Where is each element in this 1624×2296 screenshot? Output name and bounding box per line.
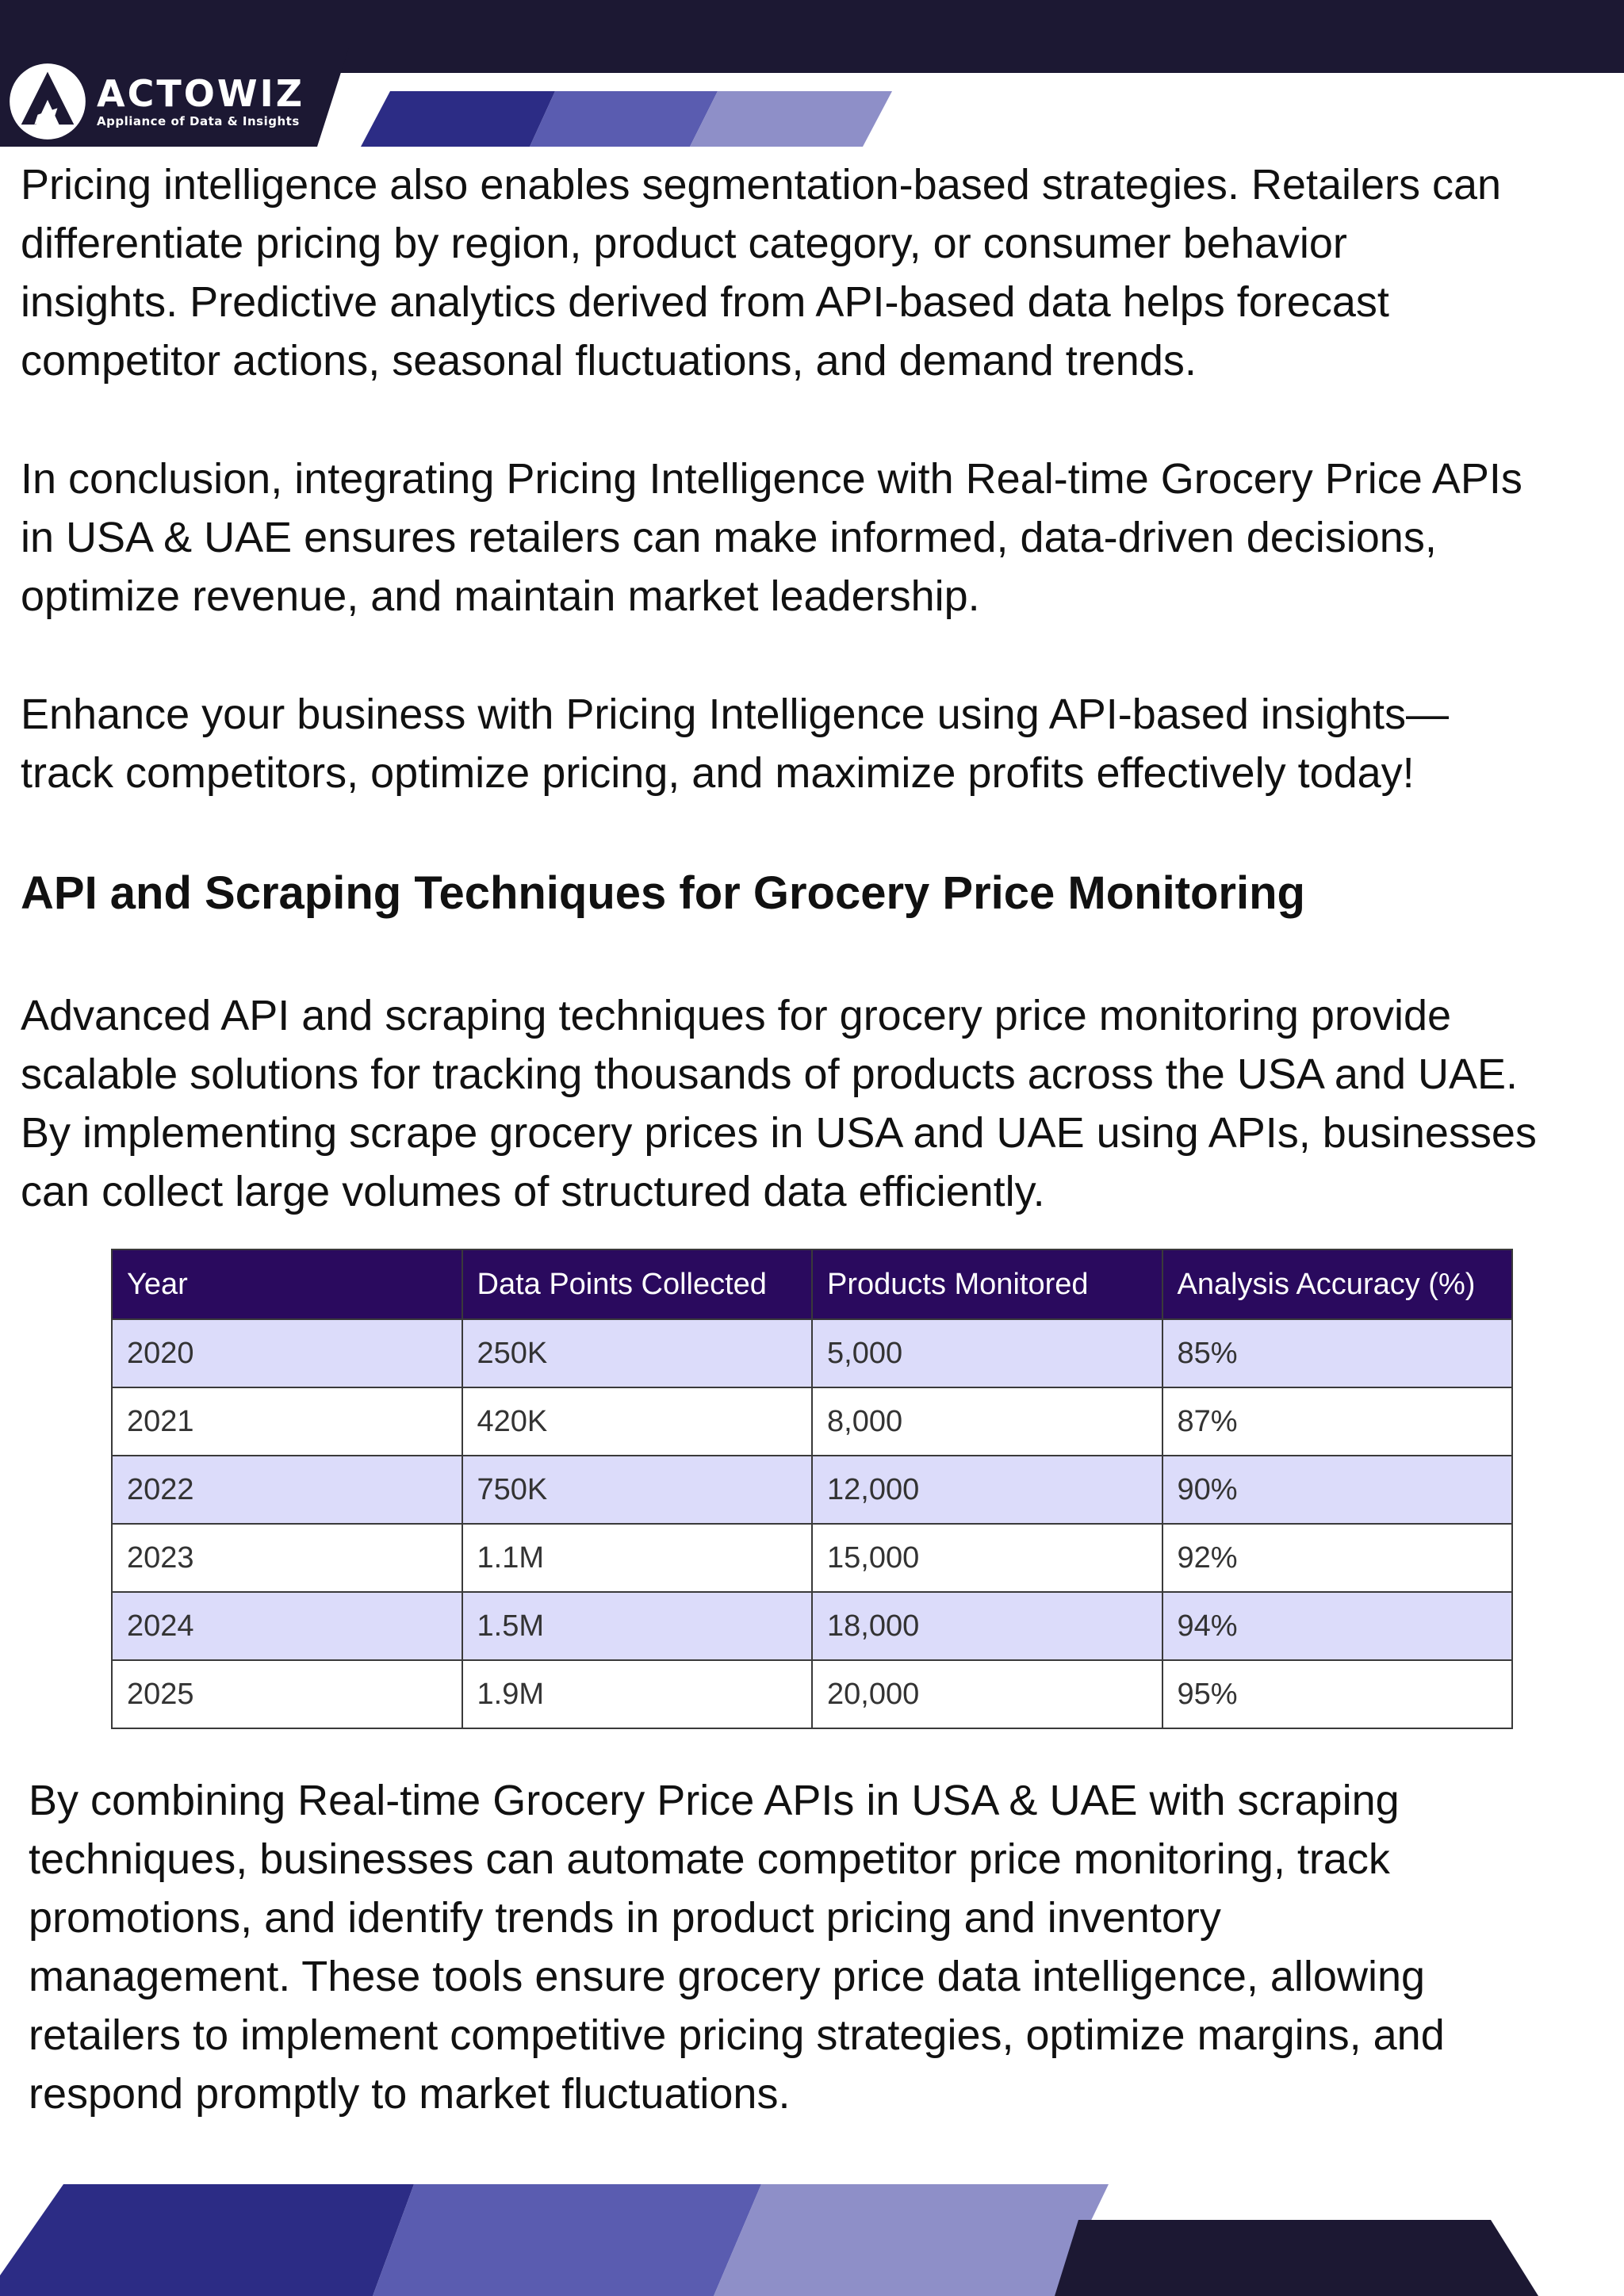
table-row — [112, 1456, 1512, 1524]
table-cell: 2025 — [112, 1660, 462, 1728]
paragraph-conclusion — [21, 450, 1607, 626]
footer-dark-band — [1055, 2220, 1538, 2296]
table-header-cell: Data Points Collected — [462, 1249, 813, 1319]
footer-stripe-2 — [373, 2184, 761, 2296]
paragraph-api-techniques — [21, 986, 1607, 1221]
paragraph-line: Pricing intelligence also enables segmentation-based strategies. Retailers can — [21, 161, 1502, 209]
table-cell: 750K — [462, 1456, 813, 1524]
data-collection-table — [111, 1249, 1513, 1729]
header-stripe-3 — [690, 91, 892, 147]
table-header-cell: Products Monitored — [812, 1249, 1162, 1319]
brand-name: ACTOWIZ — [97, 72, 305, 115]
table-header-cell: Analysis Accuracy (%) — [1162, 1249, 1513, 1319]
footer-stripe-1 — [0, 2184, 414, 2296]
brand-logo-icon — [6, 60, 89, 143]
paragraph-line: scalable solutions for tracking thousands of products across the USA and UAE. — [21, 1050, 1519, 1098]
paragraph-line: promotions, and identify trends in product pricing and inventory — [29, 1894, 1221, 1942]
table-cell: 15,000 — [812, 1524, 1162, 1592]
paragraph-line: Enhance your business with Pricing Intelligence using API-based insights— — [21, 691, 1450, 738]
footer-stripes — [0, 2180, 1624, 2296]
footer-stripe-3 — [714, 2184, 1109, 2296]
table-cell: 20,000 — [812, 1660, 1162, 1728]
table-cell: 2020 — [112, 1319, 462, 1387]
section-heading: API and Scraping Techniques for Grocery Price Monitoring — [21, 867, 1305, 919]
table-cell: 420K — [462, 1387, 813, 1456]
paragraph-combining-apis — [29, 1771, 1614, 2123]
table-cell: 12,000 — [812, 1456, 1162, 1524]
paragraph-line: In conclusion, integrating Pricing Intelligence with Real-time Grocery Price APIs — [21, 455, 1522, 503]
table-cell: 85% — [1162, 1319, 1513, 1387]
table-cell: 1.5M — [462, 1592, 813, 1660]
paragraph-line: in USA & UAE ensures retailers can make informed, data-driven decisions, — [21, 514, 1437, 561]
header-stripe-2 — [530, 91, 718, 147]
table-cell: 5,000 — [812, 1319, 1162, 1387]
table-cell: 2022 — [112, 1456, 462, 1524]
table-cell: 8,000 — [812, 1387, 1162, 1456]
table-cell: 94% — [1162, 1592, 1513, 1660]
brand-tagline: Appliance of Data & Insights — [97, 114, 300, 128]
paragraph-line: By implementing scrape grocery prices in USA and UAE using APIs, businesses — [21, 1109, 1537, 1157]
table-row — [112, 1319, 1512, 1387]
table-cell: 250K — [462, 1319, 813, 1387]
paragraph-line: insights. Predictive analytics derived from API-based data helps forecast — [21, 278, 1389, 326]
paragraph-line: optimize revenue, and maintain market leadership. — [21, 572, 980, 620]
paragraph-line: management. These tools ensure grocery price data intelligence, allowing — [29, 1953, 1426, 2000]
paragraph-line: competitor actions, seasonal fluctuations, and demand trends. — [21, 337, 1197, 385]
header-stripe-1 — [361, 91, 555, 147]
paragraph-line: track competitors, optimize pricing, and maximize profits effectively today! — [21, 749, 1415, 797]
brand-logo — [6, 55, 304, 147]
paragraph-line: respond promptly to market fluctuations. — [29, 2070, 791, 2118]
table-cell: 95% — [1162, 1660, 1513, 1728]
paragraph-pricing-segmentation — [21, 155, 1607, 390]
paragraph-line: By combining Real-time Grocery Price APIs in USA & UAE with scraping — [29, 1777, 1400, 1824]
paragraph-line: Advanced API and scraping techniques for grocery price monitoring provide — [21, 992, 1452, 1039]
paragraph-line: retailers to implement competitive pricing strategies, optimize margins, and — [29, 2011, 1445, 2059]
table-cell: 90% — [1162, 1456, 1513, 1524]
table-header-cell: Year — [112, 1249, 462, 1319]
table-row — [112, 1660, 1512, 1728]
table-row — [112, 1387, 1512, 1456]
paragraph-line: techniques, businesses can automate competitor price monitoring, track — [29, 1835, 1390, 1883]
table-row — [112, 1524, 1512, 1592]
paragraph-line: differentiate pricing by region, product category, or consumer behavior — [21, 220, 1347, 267]
paragraph-line: can collect large volumes of structured data efficiently. — [21, 1168, 1045, 1215]
paragraph-call-to-action — [21, 685, 1607, 802]
table-cell: 18,000 — [812, 1592, 1162, 1660]
table-row — [112, 1592, 1512, 1660]
table-header-row — [112, 1249, 1512, 1319]
table-cell: 1.1M — [462, 1524, 813, 1592]
table-cell: 2023 — [112, 1524, 462, 1592]
table-cell: 1.9M — [462, 1660, 813, 1728]
table-cell: 92% — [1162, 1524, 1513, 1592]
table-cell: 2021 — [112, 1387, 462, 1456]
table-cell: 2024 — [112, 1592, 462, 1660]
table-cell: 87% — [1162, 1387, 1513, 1456]
